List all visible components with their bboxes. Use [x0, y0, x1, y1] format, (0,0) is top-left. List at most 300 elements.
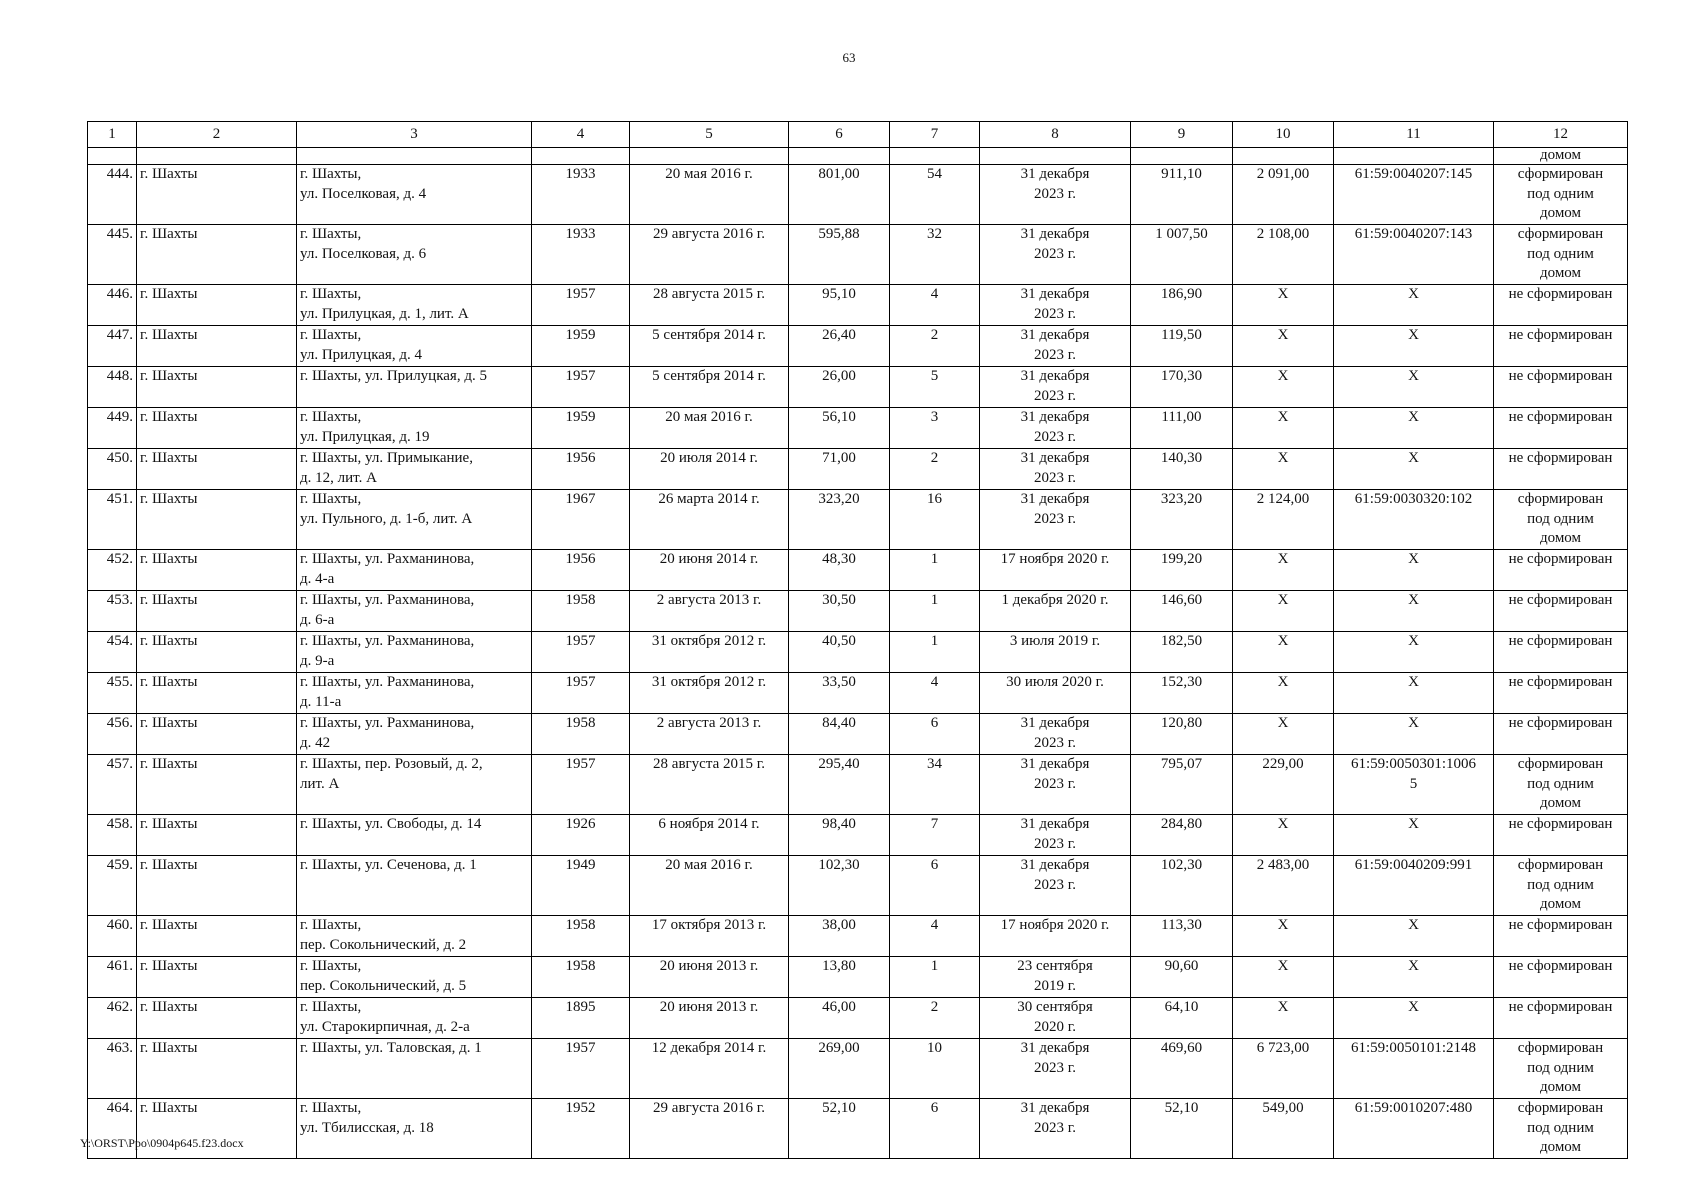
table-row: [88, 1099, 1628, 1159]
year-cell: 1933: [532, 165, 630, 225]
cadastral-number-cell: Х: [1334, 632, 1494, 673]
year-cell: 1957: [532, 285, 630, 326]
column-10-cell: Х: [1233, 449, 1334, 490]
column-10-cell: 2 124,00: [1233, 490, 1334, 550]
survey-date-cell: 20 июля 2014 г.: [630, 449, 789, 490]
city-cell: г. Шахты: [137, 1039, 297, 1099]
cadastral-number-cell: 61:59:0050301:1006 5: [1334, 755, 1494, 815]
land-status-cell: не сформирован: [1494, 449, 1628, 490]
column-9-cell: 64,10: [1131, 998, 1233, 1039]
survey-date-cell: 2 августа 2013 г.: [630, 714, 789, 755]
survey-date-cell: 20 мая 2016 г.: [630, 165, 789, 225]
year-cell: 1957: [532, 673, 630, 714]
deadline-cell: 23 сентября 2019 г.: [980, 957, 1131, 998]
survey-date-cell: 29 августа 2016 г.: [630, 225, 789, 285]
cadastral-number-cell: Х: [1334, 957, 1494, 998]
residents-cell: 4: [890, 285, 980, 326]
deadline-cell: 31 декабря 2023 г.: [980, 755, 1131, 815]
residents-cell: 4: [890, 673, 980, 714]
survey-date-cell: 5 сентября 2014 г.: [630, 326, 789, 367]
row-number-cell: 446.: [88, 285, 137, 326]
cadastral-number-cell: 61:59:0030320:102: [1334, 490, 1494, 550]
column-9-cell: 911,10: [1131, 165, 1233, 225]
deadline-cell: 31 декабря 2023 г.: [980, 225, 1131, 285]
residents-cell: 7: [890, 815, 980, 856]
column-header: 7: [890, 122, 980, 148]
column-header: 1: [88, 122, 137, 148]
empty-cell: [532, 148, 630, 165]
table-row: [88, 490, 1628, 550]
city-cell: г. Шахты: [137, 957, 297, 998]
deadline-cell: 31 декабря 2023 г.: [980, 490, 1131, 550]
cadastral-number-cell: 61:59:0040207:145: [1334, 165, 1494, 225]
cadastral-number-cell: 61:59:0010207:480: [1334, 1099, 1494, 1159]
deadline-cell: 31 декабря 2023 г.: [980, 1099, 1131, 1159]
row-number-cell: 451.: [88, 490, 137, 550]
area-cell: 33,50: [789, 673, 890, 714]
column-9-cell: 90,60: [1131, 957, 1233, 998]
city-cell: г. Шахты: [137, 449, 297, 490]
area-cell: 38,00: [789, 916, 890, 957]
row-number-cell: 458.: [88, 815, 137, 856]
residents-cell: 3: [890, 408, 980, 449]
address-cell: г. Шахты, ул. Рахманинова, д. 42: [297, 714, 532, 755]
column-10-cell: Х: [1233, 550, 1334, 591]
city-cell: г. Шахты: [137, 225, 297, 285]
city-cell: г. Шахты: [137, 755, 297, 815]
land-status-cell: сформирован под одним домом: [1494, 856, 1628, 916]
row-number-cell: 462.: [88, 998, 137, 1039]
column-9-cell: 113,30: [1131, 916, 1233, 957]
survey-date-cell: 20 июня 2013 г.: [630, 957, 789, 998]
column-10-cell: 6 723,00: [1233, 1039, 1334, 1099]
column-10-cell: Х: [1233, 815, 1334, 856]
column-header: 11: [1334, 122, 1494, 148]
column-9-cell: 111,00: [1131, 408, 1233, 449]
column-9-cell: 182,50: [1131, 632, 1233, 673]
row-number-cell: 461.: [88, 957, 137, 998]
land-status-cell: не сформирован: [1494, 367, 1628, 408]
address-cell: г. Шахты, ул. Рахманинова, д. 9-а: [297, 632, 532, 673]
year-cell: 1967: [532, 490, 630, 550]
row-number-cell: 453.: [88, 591, 137, 632]
cadastral-number-cell: Х: [1334, 815, 1494, 856]
column-9-cell: 52,10: [1131, 1099, 1233, 1159]
city-cell: г. Шахты: [137, 326, 297, 367]
year-cell: 1957: [532, 367, 630, 408]
area-cell: 102,30: [789, 856, 890, 916]
address-cell: г. Шахты, ул. Пульного, д. 1-б, лит. А: [297, 490, 532, 550]
deadline-cell: 31 декабря 2023 г.: [980, 165, 1131, 225]
address-cell: г. Шахты, ул. Рахманинова, д. 11-а: [297, 673, 532, 714]
area-cell: 269,00: [789, 1039, 890, 1099]
cadastral-number-cell: Х: [1334, 367, 1494, 408]
cadastral-number-cell: Х: [1334, 591, 1494, 632]
row-number-cell: 457.: [88, 755, 137, 815]
city-cell: г. Шахты: [137, 591, 297, 632]
column-10-cell: 229,00: [1233, 755, 1334, 815]
deadline-cell: 31 декабря 2023 г.: [980, 408, 1131, 449]
land-status-cell: не сформирован: [1494, 714, 1628, 755]
column-10-cell: Х: [1233, 591, 1334, 632]
residents-cell: 1: [890, 550, 980, 591]
city-cell: г. Шахты: [137, 285, 297, 326]
residents-cell: 32: [890, 225, 980, 285]
residents-cell: 1: [890, 957, 980, 998]
column-10-cell: 2 483,00: [1233, 856, 1334, 916]
cadastral-number-cell: Х: [1334, 326, 1494, 367]
land-status-cell: не сформирован: [1494, 550, 1628, 591]
deadline-cell: 30 июля 2020 г.: [980, 673, 1131, 714]
address-cell: г. Шахты, ул. Таловская, д. 1: [297, 1039, 532, 1099]
year-cell: 1957: [532, 632, 630, 673]
residents-cell: 2: [890, 326, 980, 367]
cadastral-number-cell: 61:59:0050101:2148: [1334, 1039, 1494, 1099]
address-cell: г. Шахты, ул. Поселковая, д. 4: [297, 165, 532, 225]
area-cell: 26,00: [789, 367, 890, 408]
survey-date-cell: 5 сентября 2014 г.: [630, 367, 789, 408]
residents-cell: 2: [890, 449, 980, 490]
column-9-cell: 795,07: [1131, 755, 1233, 815]
area-cell: 801,00: [789, 165, 890, 225]
column-10-cell: Х: [1233, 957, 1334, 998]
empty-cell: [88, 148, 137, 165]
cadastral-number-cell: 61:59:0040209:991: [1334, 856, 1494, 916]
row-number-cell: 450.: [88, 449, 137, 490]
area-cell: 46,00: [789, 998, 890, 1039]
residents-cell: 6: [890, 714, 980, 755]
year-cell: 1959: [532, 326, 630, 367]
area-cell: 52,10: [789, 1099, 890, 1159]
cadastral-number-cell: 61:59:0040207:143: [1334, 225, 1494, 285]
cadastral-number-cell: Х: [1334, 916, 1494, 957]
area-cell: 26,40: [789, 326, 890, 367]
empty-cell: [297, 148, 532, 165]
address-cell: г. Шахты, ул. Примыкание, д. 12, лит. А: [297, 449, 532, 490]
land-status-cell: не сформирован: [1494, 591, 1628, 632]
table-row: [88, 408, 1628, 449]
table-row: [88, 856, 1628, 916]
year-cell: 1958: [532, 591, 630, 632]
empty-cell: [1334, 148, 1494, 165]
city-cell: г. Шахты: [137, 632, 297, 673]
empty-cell: [789, 148, 890, 165]
cadastral-number-cell: Х: [1334, 550, 1494, 591]
table-row: [88, 225, 1628, 285]
table-row: [88, 998, 1628, 1039]
column-10-cell: Х: [1233, 408, 1334, 449]
column-10-cell: Х: [1233, 367, 1334, 408]
land-status-cell: не сформирован: [1494, 632, 1628, 673]
deadline-cell: 31 декабря 2023 г.: [980, 367, 1131, 408]
column-header: 6: [789, 122, 890, 148]
column-header: 10: [1233, 122, 1334, 148]
area-cell: 71,00: [789, 449, 890, 490]
deadline-cell: 17 ноября 2020 г.: [980, 916, 1131, 957]
survey-date-cell: 28 августа 2015 г.: [630, 285, 789, 326]
column-header: 12: [1494, 122, 1628, 148]
table-row: [88, 714, 1628, 755]
city-cell: г. Шахты: [137, 856, 297, 916]
address-cell: г. Шахты, пер. Сокольнический, д. 5: [297, 957, 532, 998]
registry-body: [88, 122, 1628, 1159]
address-cell: г. Шахты, ул. Рахманинова, д. 4-а: [297, 550, 532, 591]
address-cell: г. Шахты, пер. Сокольнический, д. 2: [297, 916, 532, 957]
year-cell: 1957: [532, 755, 630, 815]
land-status-cell: не сформирован: [1494, 408, 1628, 449]
table-row: [88, 591, 1628, 632]
city-cell: г. Шахты: [137, 916, 297, 957]
residents-cell: 34: [890, 755, 980, 815]
city-cell: г. Шахты: [137, 815, 297, 856]
continued-status-cell: домом: [1494, 148, 1628, 165]
year-cell: 1957: [532, 1039, 630, 1099]
column-10-cell: 2 108,00: [1233, 225, 1334, 285]
registry-table: [87, 121, 1628, 1159]
address-cell: г. Шахты, пер. Розовый, д. 2, лит. А: [297, 755, 532, 815]
row-number-cell: 459.: [88, 856, 137, 916]
empty-cell: [980, 148, 1131, 165]
survey-date-cell: 20 мая 2016 г.: [630, 856, 789, 916]
deadline-cell: 31 декабря 2023 г.: [980, 815, 1131, 856]
residents-cell: 6: [890, 1099, 980, 1159]
survey-date-cell: 6 ноября 2014 г.: [630, 815, 789, 856]
city-cell: г. Шахты: [137, 714, 297, 755]
table-row: [88, 165, 1628, 225]
page-number: 63: [842, 50, 856, 65]
year-cell: 1956: [532, 550, 630, 591]
column-header: 3: [297, 122, 532, 148]
column-header: 2: [137, 122, 297, 148]
column-10-cell: 2 091,00: [1233, 165, 1334, 225]
deadline-cell: 31 декабря 2023 г.: [980, 326, 1131, 367]
column-header: 9: [1131, 122, 1233, 148]
column-header: 4: [532, 122, 630, 148]
address-cell: г. Шахты, ул. Прилуцкая, д. 1, лит. А: [297, 285, 532, 326]
deadline-cell: 30 сентября 2020 г.: [980, 998, 1131, 1039]
area-cell: 98,40: [789, 815, 890, 856]
column-10-cell: Х: [1233, 673, 1334, 714]
city-cell: г. Шахты: [137, 367, 297, 408]
row-number-cell: 448.: [88, 367, 137, 408]
column-9-cell: 199,20: [1131, 550, 1233, 591]
year-cell: 1958: [532, 714, 630, 755]
table-row: [88, 449, 1628, 490]
area-cell: 56,10: [789, 408, 890, 449]
city-cell: г. Шахты: [137, 408, 297, 449]
year-cell: 1933: [532, 225, 630, 285]
land-status-cell: сформирован под одним домом: [1494, 165, 1628, 225]
year-cell: 1949: [532, 856, 630, 916]
row-number-cell: 456.: [88, 714, 137, 755]
row-number-cell: 455.: [88, 673, 137, 714]
deadline-cell: 1 декабря 2020 г.: [980, 591, 1131, 632]
table-row: [88, 632, 1628, 673]
residents-cell: 16: [890, 490, 980, 550]
deadline-cell: 17 ноября 2020 г.: [980, 550, 1131, 591]
row-number-cell: 449.: [88, 408, 137, 449]
area-cell: 295,40: [789, 755, 890, 815]
address-cell: г. Шахты, ул. Старокирпичная, д. 2-а: [297, 998, 532, 1039]
land-status-cell: не сформирован: [1494, 285, 1628, 326]
table-row: [88, 957, 1628, 998]
table-row: [88, 367, 1628, 408]
empty-cell: [630, 148, 789, 165]
address-cell: г. Шахты, ул. Прилуцкая, д. 5: [297, 367, 532, 408]
column-9-cell: 140,30: [1131, 449, 1233, 490]
row-number-cell: 444.: [88, 165, 137, 225]
column-10-cell: 549,00: [1233, 1099, 1334, 1159]
survey-date-cell: 20 июня 2014 г.: [630, 550, 789, 591]
survey-date-cell: 29 августа 2016 г.: [630, 1099, 789, 1159]
area-cell: 13,80: [789, 957, 890, 998]
column-10-cell: Х: [1233, 998, 1334, 1039]
row-number-cell: 464.: [88, 1099, 137, 1159]
row-number-cell: 454.: [88, 632, 137, 673]
address-cell: г. Шахты, ул. Сеченова, д. 1: [297, 856, 532, 916]
empty-cell: [137, 148, 297, 165]
year-cell: 1895: [532, 998, 630, 1039]
row-number-cell: 447.: [88, 326, 137, 367]
address-cell: г. Шахты, ул. Тбилисская, д. 18: [297, 1099, 532, 1159]
area-cell: 595,88: [789, 225, 890, 285]
table-row: [88, 326, 1628, 367]
column-9-cell: 284,80: [1131, 815, 1233, 856]
survey-date-cell: 28 августа 2015 г.: [630, 755, 789, 815]
column-9-cell: 152,30: [1131, 673, 1233, 714]
file-path-footer: Y:\ORST\Ppo\0904p645.f23.docx: [80, 1136, 244, 1150]
row-number-cell: 452.: [88, 550, 137, 591]
empty-cell: [890, 148, 980, 165]
residents-cell: 10: [890, 1039, 980, 1099]
table-row: [88, 815, 1628, 856]
deadline-cell: 31 декабря 2023 г.: [980, 1039, 1131, 1099]
column-number-row: [88, 122, 1628, 148]
land-status-cell: не сформирован: [1494, 815, 1628, 856]
address-cell: г. Шахты, ул. Прилуцкая, д. 19: [297, 408, 532, 449]
city-cell: г. Шахты: [137, 165, 297, 225]
column-9-cell: 119,50: [1131, 326, 1233, 367]
area-cell: 48,30: [789, 550, 890, 591]
city-cell: г. Шахты: [137, 1099, 297, 1159]
column-9-cell: 469,60: [1131, 1039, 1233, 1099]
address-cell: г. Шахты, ул. Рахманинова, д. 6-а: [297, 591, 532, 632]
column-9-cell: 120,80: [1131, 714, 1233, 755]
land-status-cell: сформирован под одним домом: [1494, 490, 1628, 550]
table-row: [88, 285, 1628, 326]
column-9-cell: 146,60: [1131, 591, 1233, 632]
area-cell: 84,40: [789, 714, 890, 755]
year-cell: 1952: [532, 1099, 630, 1159]
row-number-cell: 460.: [88, 916, 137, 957]
cadastral-number-cell: Х: [1334, 998, 1494, 1039]
column-10-cell: Х: [1233, 916, 1334, 957]
year-cell: 1956: [532, 449, 630, 490]
cadastral-number-cell: Х: [1334, 285, 1494, 326]
column-header: 8: [980, 122, 1131, 148]
column-header: 5: [630, 122, 789, 148]
table-row: [88, 755, 1628, 815]
deadline-cell: 31 декабря 2023 г.: [980, 856, 1131, 916]
residents-cell: 2: [890, 998, 980, 1039]
land-status-cell: сформирован под одним домом: [1494, 225, 1628, 285]
area-cell: 30,50: [789, 591, 890, 632]
survey-date-cell: 17 октября 2013 г.: [630, 916, 789, 957]
year-cell: 1959: [532, 408, 630, 449]
table-row: [88, 673, 1628, 714]
land-status-cell: сформирован под одним домом: [1494, 755, 1628, 815]
row-number-cell: 463.: [88, 1039, 137, 1099]
empty-cell: [1233, 148, 1334, 165]
land-status-cell: сформирован под одним домом: [1494, 1099, 1628, 1159]
land-status-cell: не сформирован: [1494, 673, 1628, 714]
column-9-cell: 170,30: [1131, 367, 1233, 408]
column-9-cell: 102,30: [1131, 856, 1233, 916]
area-cell: 95,10: [789, 285, 890, 326]
column-10-cell: Х: [1233, 285, 1334, 326]
address-cell: г. Шахты, ул. Поселковая, д. 6: [297, 225, 532, 285]
table-row: [88, 550, 1628, 591]
survey-date-cell: 26 марта 2014 г.: [630, 490, 789, 550]
residents-cell: 5: [890, 367, 980, 408]
land-status-cell: сформирован под одним домом: [1494, 1039, 1628, 1099]
deadline-cell: 31 декабря 2023 г.: [980, 714, 1131, 755]
land-status-cell: не сформирован: [1494, 916, 1628, 957]
residents-cell: 6: [890, 856, 980, 916]
empty-cell: [1131, 148, 1233, 165]
table-row: [88, 916, 1628, 957]
city-cell: г. Шахты: [137, 673, 297, 714]
cadastral-number-cell: Х: [1334, 714, 1494, 755]
area-cell: 40,50: [789, 632, 890, 673]
cadastral-number-cell: Х: [1334, 673, 1494, 714]
area-cell: 323,20: [789, 490, 890, 550]
column-9-cell: 186,90: [1131, 285, 1233, 326]
land-status-cell: не сформирован: [1494, 957, 1628, 998]
year-cell: 1958: [532, 957, 630, 998]
deadline-cell: 31 декабря 2023 г.: [980, 285, 1131, 326]
column-9-cell: 1 007,50: [1131, 225, 1233, 285]
cadastral-number-cell: Х: [1334, 449, 1494, 490]
year-cell: 1926: [532, 815, 630, 856]
survey-date-cell: 20 июня 2013 г.: [630, 998, 789, 1039]
row-number-cell: 445.: [88, 225, 137, 285]
column-10-cell: Х: [1233, 632, 1334, 673]
survey-date-cell: 12 декабря 2014 г.: [630, 1039, 789, 1099]
residents-cell: 1: [890, 632, 980, 673]
residents-cell: 54: [890, 165, 980, 225]
column-10-cell: Х: [1233, 714, 1334, 755]
address-cell: г. Шахты, ул. Прилуцкая, д. 4: [297, 326, 532, 367]
column-10-cell: Х: [1233, 326, 1334, 367]
year-cell: 1958: [532, 916, 630, 957]
land-status-cell: не сформирован: [1494, 326, 1628, 367]
residents-cell: 1: [890, 591, 980, 632]
address-cell: г. Шахты, ул. Свободы, д. 14: [297, 815, 532, 856]
continuation-row: [88, 148, 1628, 165]
deadline-cell: 3 июля 2019 г.: [980, 632, 1131, 673]
city-cell: г. Шахты: [137, 490, 297, 550]
city-cell: г. Шахты: [137, 998, 297, 1039]
cadastral-number-cell: Х: [1334, 408, 1494, 449]
column-9-cell: 323,20: [1131, 490, 1233, 550]
survey-date-cell: 2 августа 2013 г.: [630, 591, 789, 632]
survey-date-cell: 31 октября 2012 г.: [630, 632, 789, 673]
residents-cell: 4: [890, 916, 980, 957]
city-cell: г. Шахты: [137, 550, 297, 591]
deadline-cell: 31 декабря 2023 г.: [980, 449, 1131, 490]
survey-date-cell: 31 октября 2012 г.: [630, 673, 789, 714]
